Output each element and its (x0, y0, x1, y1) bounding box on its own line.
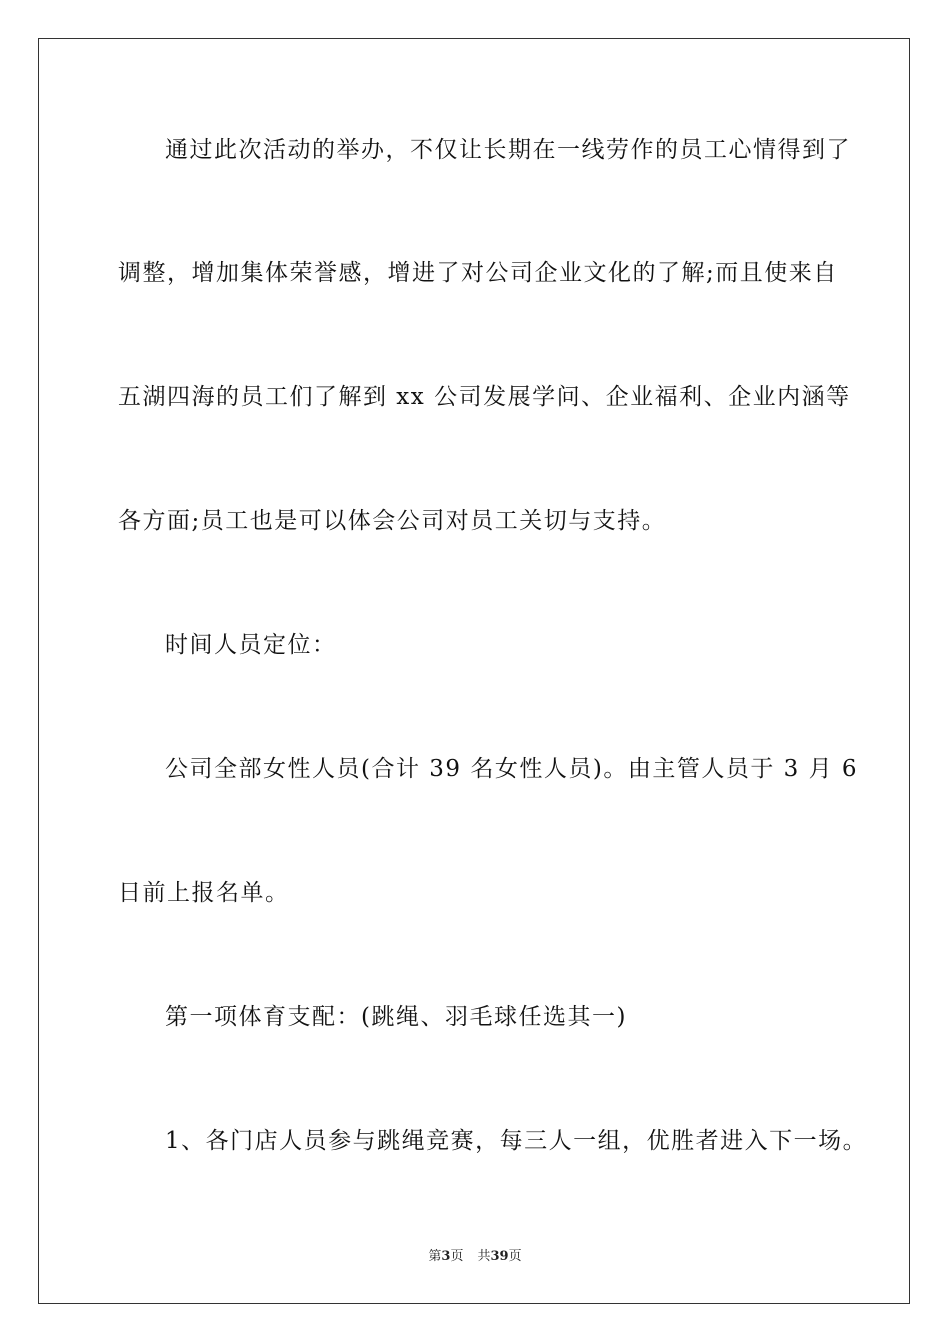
total-suffix: 页 (508, 1249, 522, 1264)
total-prefix: 共 (477, 1249, 491, 1264)
paragraph-line: 日前上报名单。 (118, 880, 290, 906)
page-footer (0, 1245, 950, 1264)
page-prefix: 第 (428, 1249, 442, 1264)
paragraph-line: 各方面;员工也是可以体会公司对员工关切与支持。 (118, 508, 667, 534)
list-item: 1、各门店人员参与跳绳竞赛，每三人一组，优胜者进入下一场。 (165, 1128, 868, 1154)
page-suffix: 页 (450, 1249, 464, 1264)
paragraph-line: 通过此次活动的举办，不仅让长期在一线劳作的员工心情得到了 (165, 137, 851, 163)
paragraph-line: 公司全部女性人员(合计 39 名女性人员)。由主管人员于 3 月 6 (165, 756, 859, 782)
page-border (38, 38, 910, 1304)
total-pages: 39 (490, 1249, 509, 1264)
paragraph-line: 五湖四海的员工们了解到 xx 公司发展学问、企业福利、企业内涵等 (118, 384, 851, 410)
page-number: 3 (441, 1249, 451, 1264)
section-heading: 时间人员定位： (165, 632, 337, 658)
section-heading: 第一项体育支配：(跳绳、羽毛球任选其一) (165, 1004, 627, 1030)
paragraph-line: 调整，增加集体荣誉感，增进了对公司企业文化的了解;而且使来自 (118, 260, 838, 286)
